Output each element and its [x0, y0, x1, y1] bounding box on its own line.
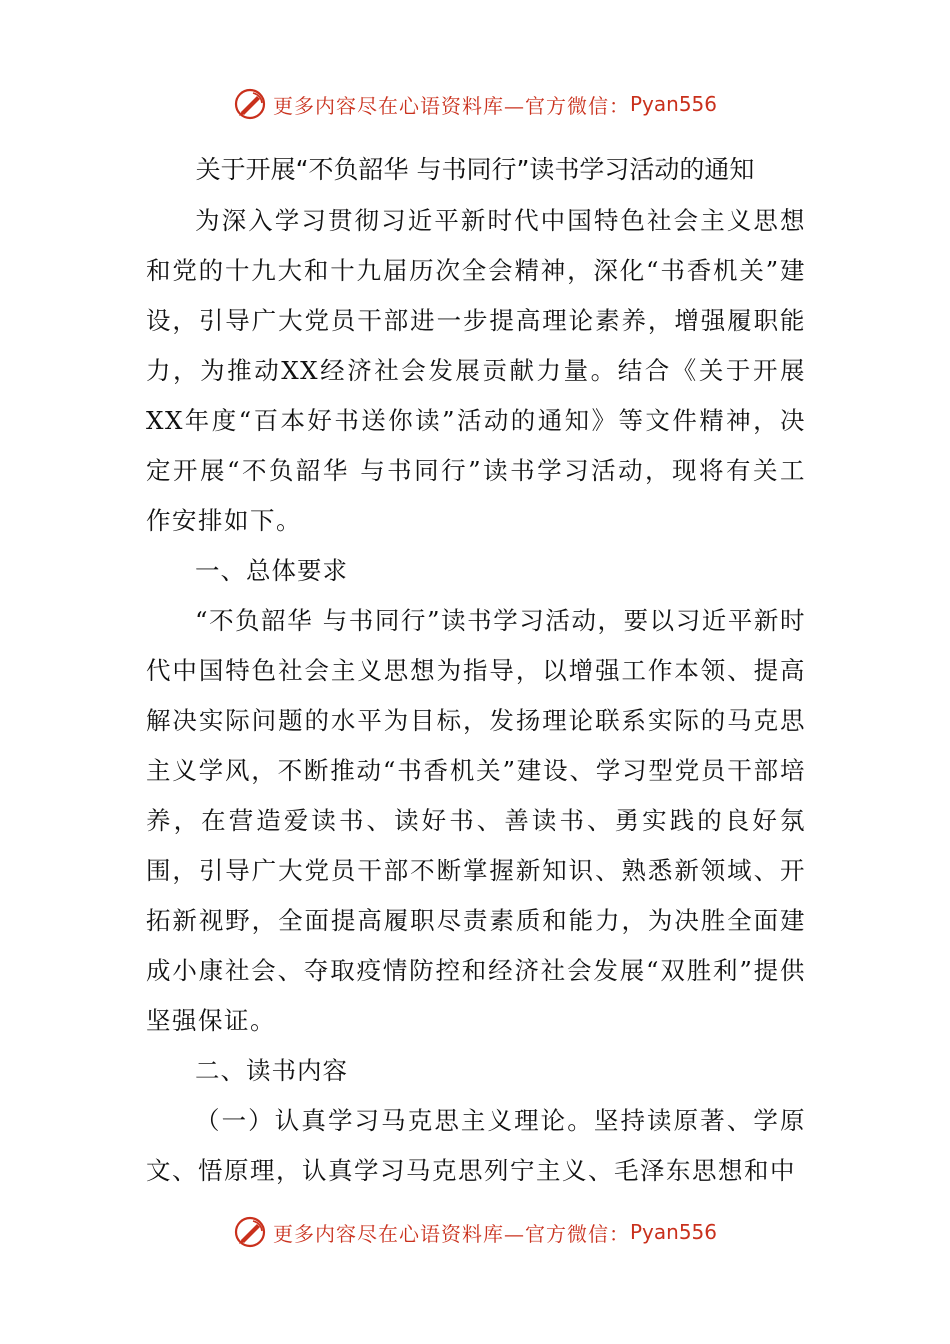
watermark-text: 更多内容尽在心语资料库—官方微信：: [272, 1221, 630, 1246]
document-body: [146, 196, 806, 1196]
watermark-header: [0, 84, 950, 124]
section-paragraph-1: “不负韶华 与书同行”读书学习活动，要以习近平新时代中国特色社会主义思想为指导，以增强工作本领、提高解决实际问题的水平为目标，发扬理论联系实际的马克思主义学风，不断推动“书香机关”建设、学习型党员干部培养，在营造爱读书、读好书、善读书、勇实践的良好氛围，引导广大党员干部不断掌握新知识、熟悉新领域、开拓新视野，全面提高履职尽责素质和能力，为决胜全面建成小康社会、夺取疫情防控和经济社会发展“双胜利”提供坚强保证。: [146, 606, 806, 1035]
section-paragraph-2: （一）认真学习马克思主义理论。坚持读原著、学原文、悟原理，认真学习马克思列宁主义、毛泽东思想和中: [146, 1106, 806, 1185]
pen-logo-icon: [233, 87, 267, 121]
pen-logo-icon: [233, 1215, 267, 1249]
watermark-footer: [0, 1212, 950, 1252]
watermark-id: Pyan556: [629, 92, 717, 116]
section-heading-2: 二、读书内容: [195, 1056, 348, 1085]
watermark-text: 更多内容尽在心语资料库—官方微信：: [272, 93, 630, 118]
intro-paragraph: 为深入学习贯彻习近平新时代中国特色社会主义思想和党的十九大和十九届历次全会精神，深化“书香机关”建设，引导广大党员干部进一步提高理论素养，增强履职能力，为推动XX经济社会发展贡献力量。结合《关于开展XX年度“百本好书送你读”活动的通知》等文件精神，决定开展“不负韶华 与书同行”读书学习活动，现将有关工作安排如下。: [146, 206, 806, 535]
section-heading-1: 一、总体要求: [195, 556, 348, 585]
document-title: 关于开展“不负韶华 与书同行”读书学习活动的通知: [195, 155, 755, 184]
watermark-id: Pyan556: [629, 1220, 717, 1244]
